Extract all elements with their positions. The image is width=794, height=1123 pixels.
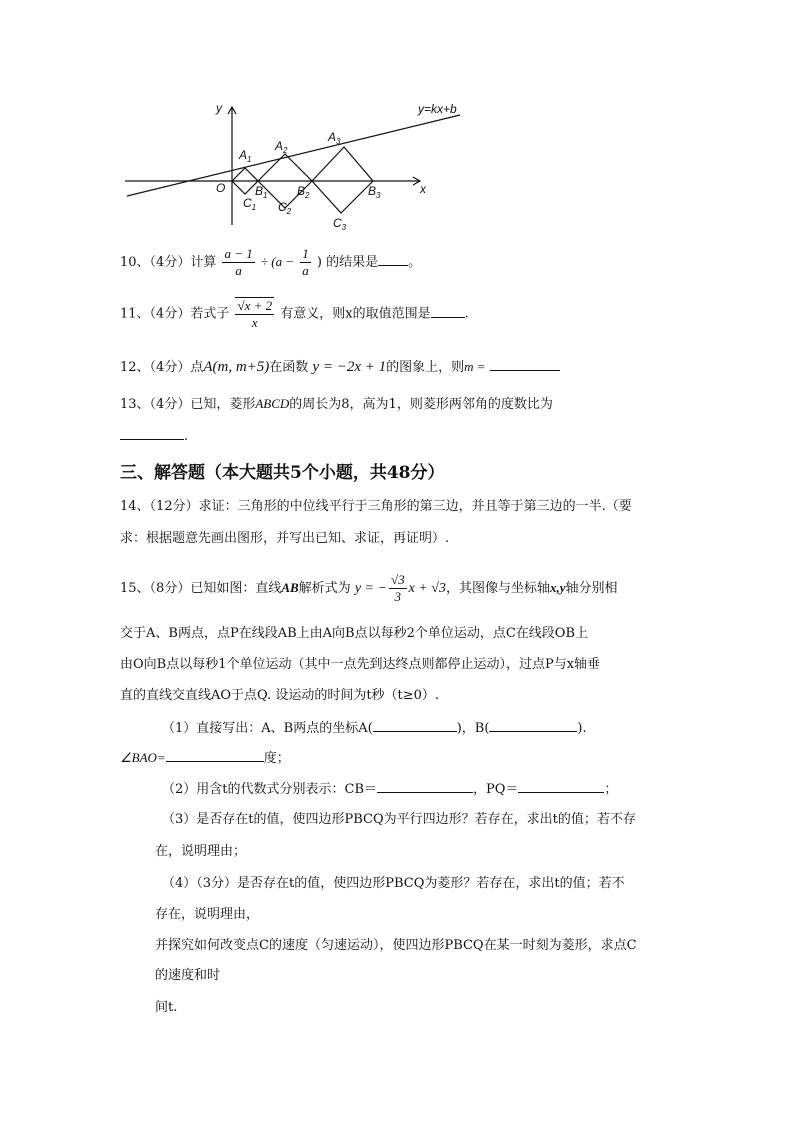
question-15-part-3-line-1: （3）是否存在t的值，使四边形PBCQ为平行四边形？若存在，求出t的值；若不存 <box>162 812 636 827</box>
square-3 <box>312 147 373 213</box>
label-C3: C <box>333 216 342 230</box>
question-15-part-3-line-2: 在，说明理由； <box>155 844 247 859</box>
answer-blank-11[interactable] <box>431 305 465 318</box>
label-B2: B <box>297 184 306 198</box>
question-15-line-1: 15、（8分）已知如图：直线AB解析式为 y = − $\frac{√3}{3}$ x + √3，其图像与坐标轴x,y轴分别相 <box>120 572 618 604</box>
question-15-part-4-line-3: 并探究如何改变点C的速度（匀速运动），使四边形PBCQ在某一时刻为菱形，求点C <box>155 938 637 953</box>
label-A3: A <box>328 130 337 144</box>
question-15-part-4-line-2: 存在，说明理由， <box>155 907 260 922</box>
question-14-line-1: 14、（12分）求证：三角形的中位线平行于三角形的第三边，并且等于第三边的一半.（要 <box>120 499 632 514</box>
question-15-part-1: （1）直接写出：A、B两点的坐标A( )，B( ). <box>162 721 587 736</box>
x-axis-label: x <box>420 182 426 196</box>
answer-blank-B[interactable] <box>489 719 577 732</box>
label-C1: C <box>243 196 252 210</box>
question-15-part-2: （2）用含t的代数式分别表示：CB＝ ，PQ＝ ； <box>162 782 618 797</box>
svg-text:B1: $B_1$ <box>255 184 268 200</box>
label-C2: C <box>278 200 287 214</box>
answer-blank-10[interactable] <box>378 253 408 266</box>
question-10: 10、（4分）计算 $\frac{a - 1}{a}$ ÷ (a − $\frac{1}{a}$ ) 的结果是 。 <box>120 246 422 278</box>
question-15-line-3: 由O向B点以每秒1个单位运动（其中一点先到达终点则都停止运动），过点P与x轴垂 <box>120 657 601 672</box>
y-axis-label: y <box>216 101 222 115</box>
question-13: 13、（4分）已知，菱形ABCD的周长为8，高为1，则菱形两邻角的度数比为 <box>120 396 553 412</box>
fraction-1-over-a: $\frac{1}{a}$ <box>302 246 309 278</box>
answer-blank-PQ[interactable] <box>518 780 604 793</box>
question-15-part-4-line-4: 的速度和时 <box>155 968 221 983</box>
label-A1: A <box>239 148 248 162</box>
question-11: 11、（4分）若式子 $\frac{√x + 2}{x}$ 有意义，则x的取值范围是 . <box>120 298 469 330</box>
origin-label: O <box>216 181 226 195</box>
question-15-part-1-angle: ∠BAO= 度； <box>120 750 290 766</box>
answer-blank-12[interactable] <box>490 358 560 371</box>
question-13-answer-line: . <box>120 427 188 446</box>
section-heading-3: 三、解答题（本大题共5个小题，共48分） <box>120 463 445 483</box>
answer-blank-angle[interactable] <box>166 749 264 762</box>
label-B1: B <box>255 184 264 198</box>
question-15-line-4: 直的直线交直线AO于点Q. 设运动的时间为t秒（t≥0）. <box>120 688 440 703</box>
question-14-line-2: 求：根据题意先画出图形，并写出已知、求证，再证明）. <box>120 531 450 546</box>
coordinate-figure <box>115 95 475 245</box>
svg-text:C3: $C_3$ <box>333 216 347 232</box>
fraction-a-minus-1-over-a: $\frac{a - 1}{a}$ <box>224 246 253 278</box>
question-15-line-2: 交于A、B两点，点P在线段AB上由A向B点以每秒2个单位运动，点C在线段OB上 <box>120 626 589 641</box>
answer-blank-CB[interactable] <box>377 780 473 793</box>
question-15-part-4-line-1: （4）（3分）是否存在t的值，使四边形PBCQ为菱形？若存在，求出t的值；若不 <box>162 876 625 891</box>
svg-text:A1: $A_1$ <box>239 148 252 164</box>
answer-blank-A[interactable] <box>373 719 457 732</box>
svg-text:C2: $C_2$ <box>278 200 292 216</box>
answer-blank-13[interactable] <box>120 427 184 440</box>
svg-text:C1: $C_1$ <box>243 196 257 212</box>
fraction-sqrt-x-plus-2-over-x: $\frac{√x + 2}{x}$ <box>237 298 273 330</box>
question-15-part-4-line-5: 间t. <box>155 1000 178 1015</box>
label-A2: A <box>275 139 284 153</box>
question-12: 12、（4分）点A(m, m+5)在函数 y = −2x + 1的图象上，则m = <box>120 358 560 377</box>
svg-text:B3: $B_3$ <box>368 184 381 200</box>
line-kx-b <box>127 115 460 196</box>
label-B3: B <box>368 184 377 198</box>
svg-text:A3: $A_3$ <box>328 130 341 146</box>
fraction-sqrt3-over-3: $\frac{√3}{3}$ <box>390 572 405 604</box>
svg-text:B2: $B_2$ <box>297 184 310 200</box>
svg-text:A2: $A_2$ <box>275 139 288 155</box>
line-label: y=kx+b <box>418 102 457 116</box>
